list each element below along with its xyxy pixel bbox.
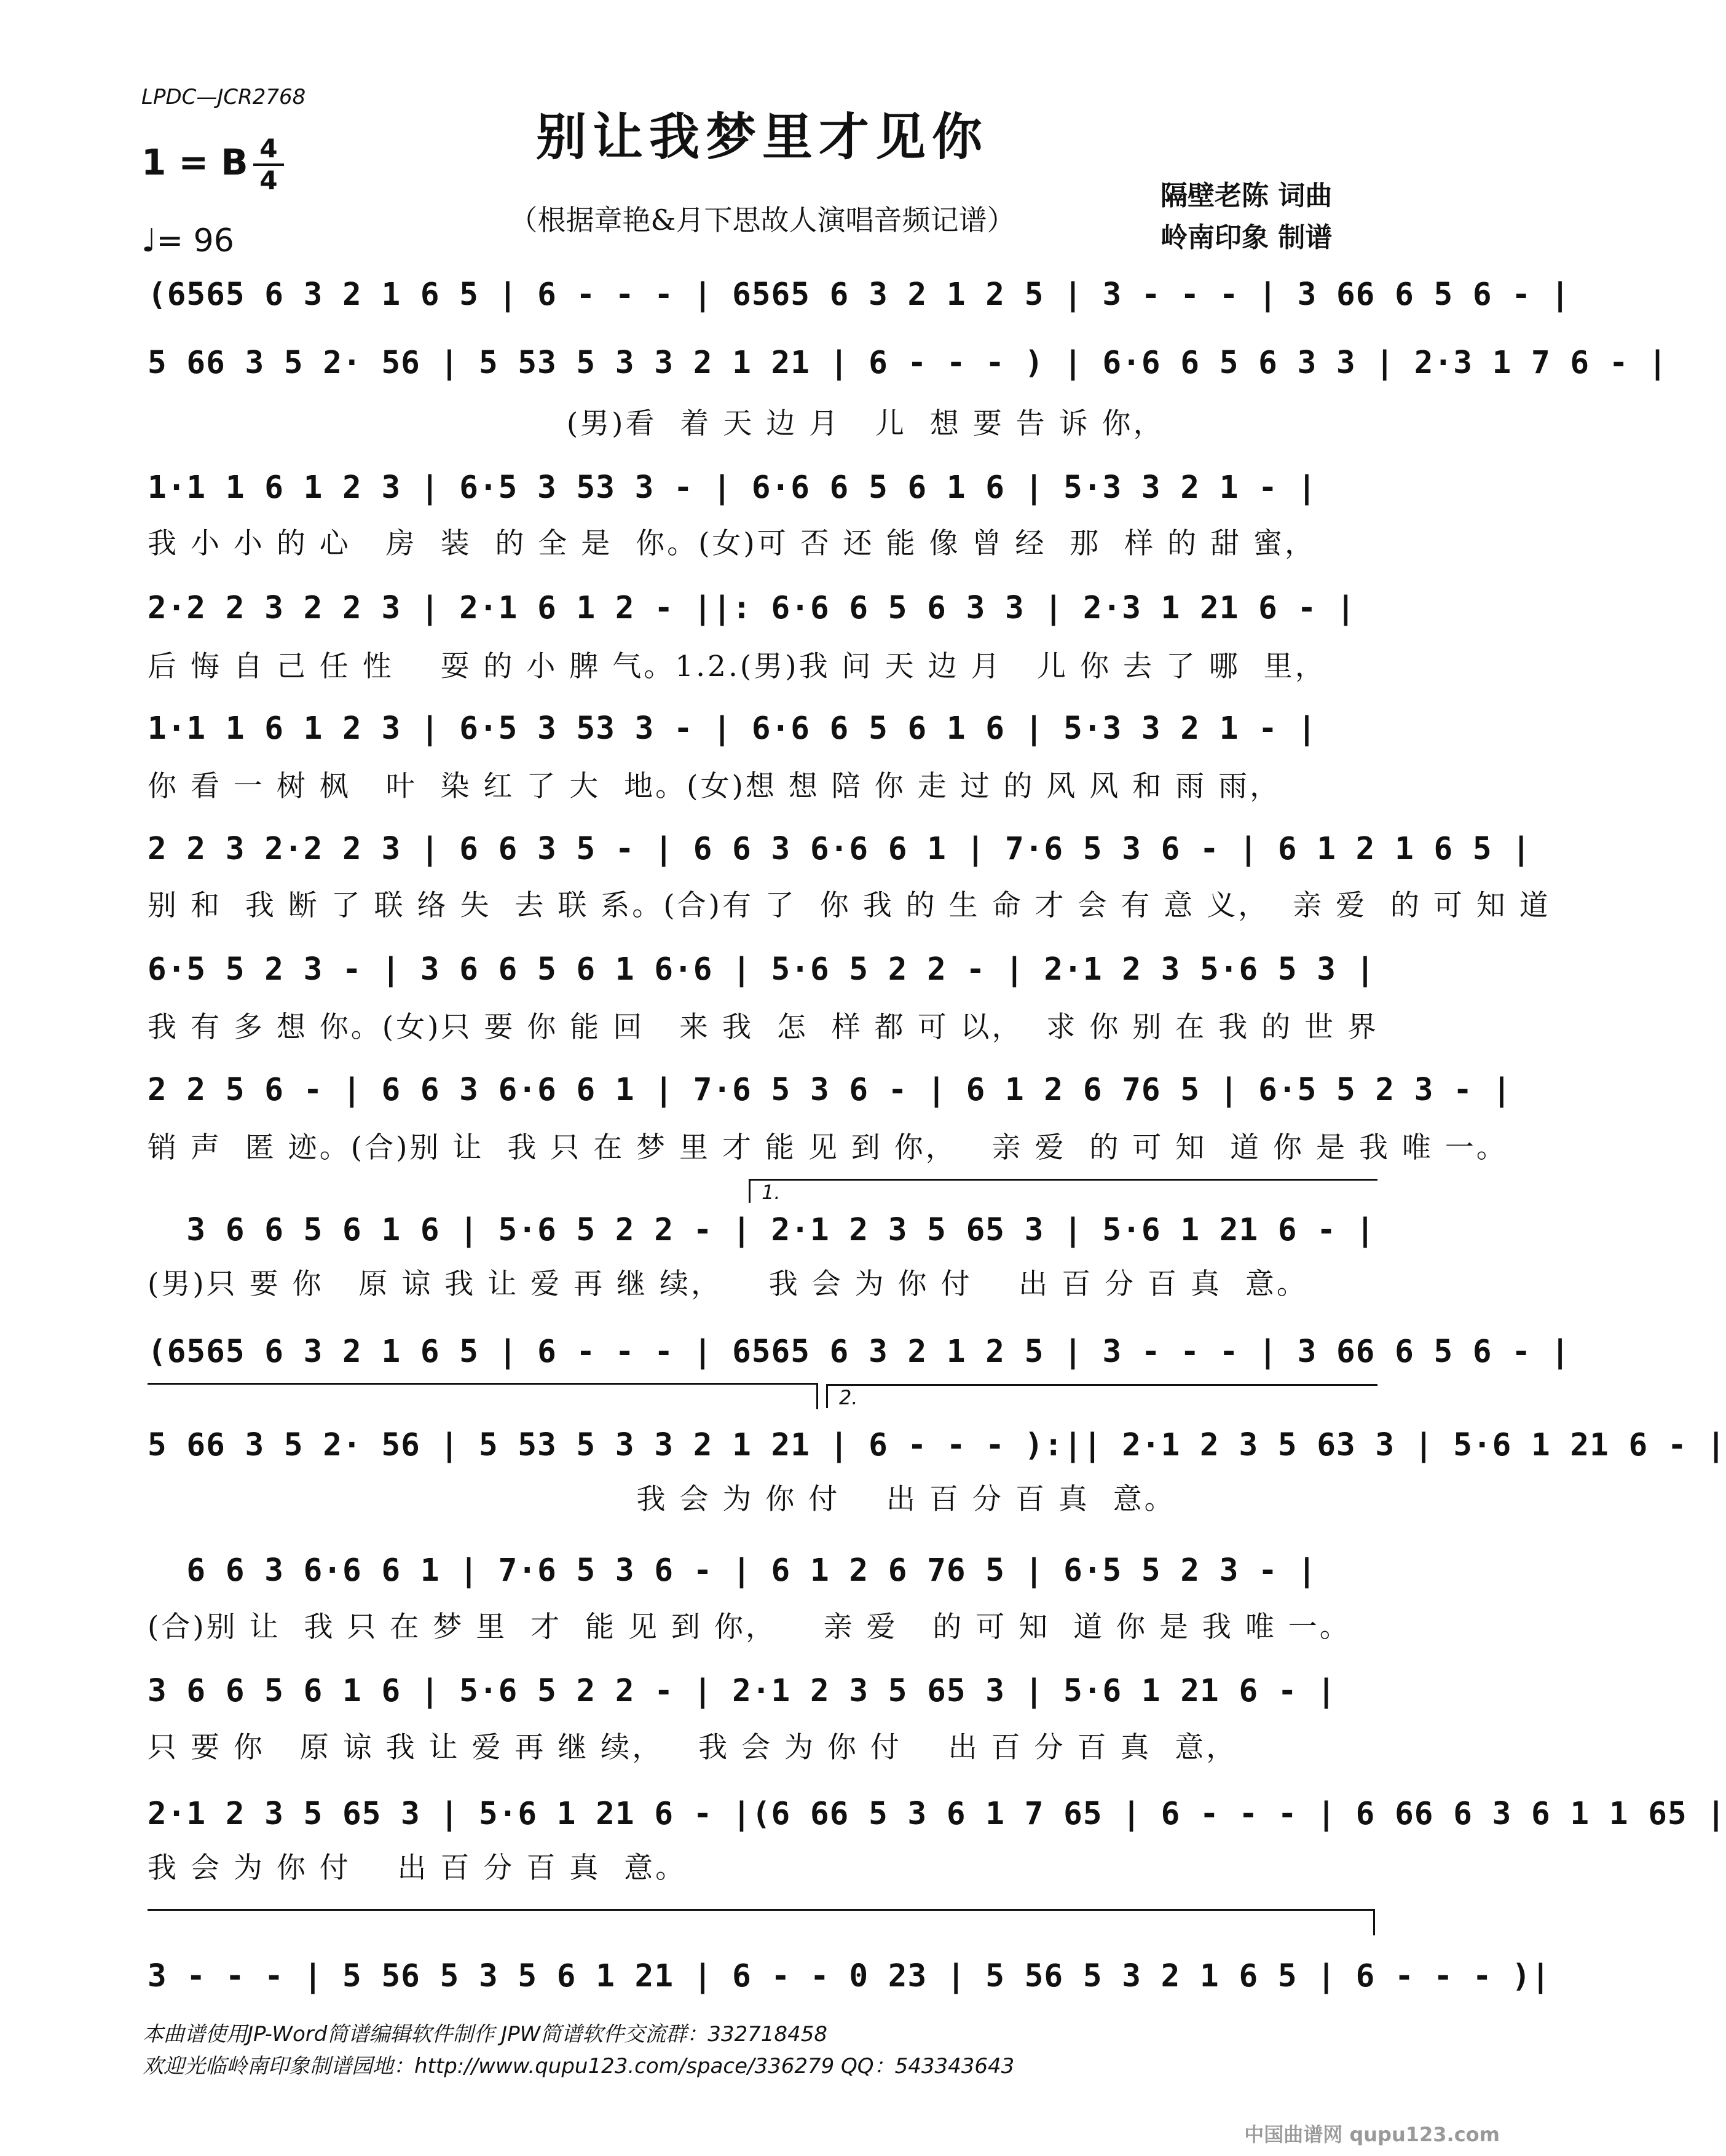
score-row: (6565 6 3 2 1 6 5 | 6 - - - | 6565 6 3 2 1 2 5 | 3 - - - | 3 66 6 5 6 - |: [148, 277, 1570, 313]
lyric-line: 我 会 为 你 付 出 百 分 百 真 意。: [148, 1482, 1176, 1516]
subtitle: （根据章艳&月下思故人演唱音频记谱）: [509, 203, 1015, 237]
lyric-line: 销 声 匿 迹。(合)别 让 我 只 在 梦 里 才 能 见 到 你， 亲 爱 的 可 知 道 你 是 我 唯 一。: [148, 1131, 1508, 1165]
score-row: (6565 6 3 2 1 6 5 | 6 - - - | 6565 6 3 2 1 2 5 | 3 - - - | 3 66 6 5 6 - |: [148, 1334, 1570, 1370]
lyric-line: (男)只 要 你 原 谅 我 让 爱 再 继 续， 我 会 为 你 付 出 百 分 百 真 意。: [148, 1267, 1308, 1301]
lyric-line: (合)别 让 我 只 在 梦 里 才 能 见 到 你， 亲 爱 的 可 知 道 你 是 我 唯 一。: [148, 1610, 1351, 1644]
lyric-line: 我 会 为 你 付 出 百 分 百 真 意。: [148, 1851, 687, 1885]
score-row: 5 66 3 5 2· 56 | 5 53 5 3 3 2 1 21 | 6 - - - ) | 6·6 6 5 6 3 3 | 2·3 1 7 6 - |: [148, 345, 1668, 381]
repeat-bracket: [148, 1383, 818, 1409]
score-row: 1·1 1 6 1 2 3 | 6·5 3 53 3 - | 6·6 6 5 6 1 6 | 5·3 3 2 1 - |: [148, 470, 1317, 506]
score-row: 2·1 2 3 5 65 3 | 5·6 1 21 6 - |(6 66 5 3 6 1 7 65 | 6 - - - | 6 66 6 3 6 1 1 65 |: [148, 1796, 1726, 1832]
footer-site-link[interactable]: 欢迎光临岭南印象制谱园地：http://www.qupu123.com/space/336279 QQ：543343643: [143, 2054, 1015, 2079]
score-row: 2 2 5 6 - | 6 6 3 6·6 6 1 | 7·6 5 3 6 - | 6 1 2 6 76 5 | 6·5 5 2 3 - |: [148, 1072, 1512, 1108]
key-signature: 1 = B: [141, 141, 248, 183]
score-row: 3 6 6 5 6 1 6 | 5·6 5 2 2 - | 2·1 2 3 5 65 3 | 5·6 1 21 6 - |: [148, 1673, 1336, 1709]
arranger-credit: 岭南印象 制谱: [1161, 222, 1333, 253]
time-signature-top: 4: [259, 133, 278, 163]
time-signature-bottom: 4: [259, 165, 278, 195]
score-row: 3 6 6 5 6 1 6 | 5·6 5 2 2 - | 2·1 2 3 5 65 3 | 5·6 1 21 6 - |: [148, 1212, 1376, 1248]
lyric-line: 只 要 你 原 谅 我 让 爱 再 继 续， 我 会 为 你 付 出 百 分 百 真 意，: [148, 1731, 1238, 1765]
ending-bracket: [148, 1909, 1375, 1935]
volta-1-bracket: [749, 1179, 1377, 1203]
score-row: 1·1 1 6 1 2 3 | 6·5 3 53 3 - | 6·6 6 5 6 1 6 | 5·3 3 2 1 - |: [148, 710, 1317, 747]
lyric-line: 后 悔 自 己 任 性 耍 的 小 脾 气。1.2.(男)我 问 天 边 月 儿 你 去 了 哪 里，: [148, 650, 1326, 683]
watermark-logo: 中国曲谱网 qupu123.com: [1244, 2123, 1500, 2146]
lyric-line: 我 小 小 的 心 房 装 的 全 是 你。(女)可 否 还 能 像 曾 经 那 样 的 甜 蜜，: [148, 527, 1316, 561]
lyric-line: (男)看 着 天 边 月 儿 想 要 告 诉 你，: [148, 407, 1165, 441]
tempo-marking: ♩= 96: [141, 222, 234, 259]
time-signature: [253, 135, 284, 194]
footer-software-note: 本曲谱使用JP-Word简谱编辑软件制作 JPW简谱软件交流群：332718458: [143, 2022, 827, 2047]
composer-credit: 隔壁老陈 词曲: [1161, 180, 1333, 211]
score-row: 5 66 3 5 2· 56 | 5 53 5 3 3 2 1 21 | 6 - - - ):|| 2·1 2 3 5 63 3 | 5·6 1 21 6 - |: [148, 1427, 1726, 1463]
lyric-line: 我 有 多 想 你。(女)只 要 你 能 回 来 我 怎 样 都 可 以， 求 你 别 在 我 的 世 界: [148, 1010, 1379, 1044]
score-row: 6 6 3 6·6 6 1 | 7·6 5 3 6 - | 6 1 2 6 76 5 | 6·5 5 2 3 - |: [148, 1552, 1317, 1589]
volta-2-label: 2.: [839, 1386, 858, 1409]
score-row: 3 - - - | 5 56 5 3 5 6 1 21 | 6 - - 0 23 | 5 56 5 3 2 1 6 5 | 6 - - - )|: [148, 1958, 1551, 1994]
score-code: LPDC—JCR2768: [141, 85, 306, 109]
score-row: 6·5 5 2 3 - | 3 6 6 5 6 1 6·6 | 5·6 5 2 2 - | 2·1 2 3 5·6 5 3 |: [148, 951, 1376, 988]
lyric-line: 你 看 一 树 枫 叶 染 红 了 大 地。(女)想 想 陪 你 走 过 的 风 风 和 雨 雨，: [148, 769, 1282, 803]
lyric-line: 别 和 我 断 了 联 络 失 去 联 系。(合)有 了 你 我 的 生 命 才 会 有 意 义， 亲 爱 的 可 知 道: [148, 889, 1551, 923]
song-title: 别让我梦里才见你: [535, 108, 988, 167]
score-row: 2·2 2 3 2 2 3 | 2·1 6 1 2 - ||: 6·6 6 5 6 3 3 | 2·3 1 21 6 - |: [148, 590, 1356, 626]
volta-1-label: 1.: [762, 1181, 781, 1204]
score-row: 2 2 3 2·2 2 3 | 6 6 3 5 - | 6 6 3 6·6 6 1 | 7·6 5 3 6 - | 6 1 2 1 6 5 |: [148, 831, 1532, 867]
volta-2-bracket: [826, 1384, 1377, 1408]
